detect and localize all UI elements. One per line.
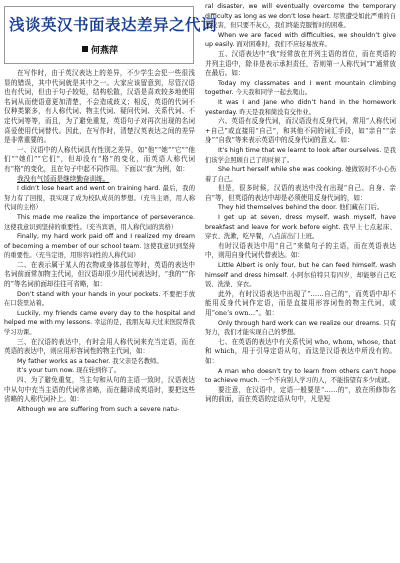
example: A man who doesn’t try to learn from others can’t hope to achieve much. 一个不向别人学习的人，不能指望有多少成就。	[205, 367, 396, 385]
example: She hurt herself while she was cooking. 她做饭时不小心伤着了自己。	[205, 166, 396, 183]
example: Today my classmates and I went mountain climbing together. 今天我和同学一起去爬山。	[205, 79, 396, 97]
paragraph: 二、在表示属于某人的衣物或身体部位等时，英语的表达中名词前面常加物主代词，但汉语却很少用代词表达时，“我的”“你的”等名词前面却往往可省略，如：	[4, 260, 195, 289]
paragraph: 一、汉语中的人称代词具有性别之差异，如“他”“她”“它”“他们”“她们”“它们”，但却没有“格”的变化，而英语人称代词有“格”的变化，且在句子中起不同作用。下面以“我”为例，如：	[4, 145, 195, 173]
example: It was I and Jane who didn’t hand in the homework yesterday. 昨天是我和简没有交作业。	[205, 98, 396, 116]
example: When we are faced with difficulties, we shouldn’t give up easily. 面对困难时，我们不应轻易放弃。	[205, 31, 396, 49]
right-column	[205, 2, 396, 561]
article-title: 浅谈英汉书面表达差异之代词	[9, 15, 218, 34]
author-name: 何燕萍	[90, 46, 118, 56]
example: Only through hard work can we realize our dreams. 只有努力，我们才能实现自己的梦想。	[205, 319, 396, 337]
example: This made me realize the importance of perseverance. 这使我意识到坚持的重要性。（充当宾语，用人称代词的宾格）	[4, 213, 195, 231]
paragraph: 四、为了避免重复，当主句和从句的主语一致时，汉语表达中从句中充当主语的代词常省略，而在翻译成英语时，要把这些省略的人称代词补上。如：	[4, 376, 195, 404]
example: I get up at seven, dress myself, wash myself, have breakfast and leave for work before eight. 我早上七点起床、穿衣、洗漱，吃早餐，八点前出门上班。	[205, 214, 396, 241]
example: It’s high time that we learnt to look after ourselves. 是我们该学会照顾自己了的时候了。	[205, 146, 396, 164]
example: They hid themselves behind the door. 他们藏在门后。	[218, 204, 384, 212]
paragraph: 三、在汉语的表达中，有时会用人称代词来充当定语，而在英语的表达中，则应用形容词性的物主代词，如：	[4, 337, 195, 356]
paragraph: 此外，有时汉语表达中出现了“……自己的”，而英语中却不能用反身代词作定语，而是直接用形容词性的物主代词，或用“one’s own…”。如：	[205, 289, 396, 317]
square-bullet-icon	[82, 46, 88, 52]
example: I didn’t lose heart and went on training hard. 最后，我的努力有了回报，我实现了成为校队成员的梦想。（充当主语，用人称代词的主格）	[4, 185, 195, 212]
paragraph: 六、英语有反身代词，而汉语没有反身代词，常用“人称代词+自己”或直接用“自己”，和其他不同的词汇手段，如“亲自”“亲身”“自我”等来表示英语中的反身代词的意义。如：	[205, 117, 396, 145]
example: Little Albert is only four, but he can feed himself, wash himself and dress himself. 小阿尔伯特只有四岁，却能够自己吃饭、洗澡、穿衣。	[205, 262, 396, 289]
example: Although we are suffering from such a severe natu-	[17, 405, 180, 413]
example: Luckily, my friends came every day to the hospital and helped me with my lessons. 幸运的是，我朋友每天过来医院帮我学习功课。	[4, 309, 195, 337]
example: ral disaster, we will eventually overcome the temporary difficulty as long as we don’t lose heart. 尽管遭受如此严重的自然灾害，但只要不灰心，我们终能克服暂时的困难。	[205, 3, 396, 30]
example: My father works as a teacher. 我父亲是名教师。	[17, 357, 163, 365]
paragraph: 七、在英语的表达中有关系代词 who, whom, whose, that 和 which，用于引导定语从句，而这是汉语表达中所没有的。如：	[205, 337, 396, 365]
title-box	[4, 6, 218, 64]
paragraph: 有时汉语表达中用“自己”来做句子的主语，而在英语表达中，则用自身代词代替表达。如：	[205, 241, 396, 260]
paragraph: 但是，很多时候，汉语的表达中没有出现“自己、自身、亲自”等，但英语的表达中却是必须使用反身代词的，如：	[205, 184, 396, 202]
example: It’s your turn now. 现在轮到你了。	[17, 367, 121, 375]
paragraph: 要注意，在汉语中，定语一般要是“……的”，放在所修饰名词的前面，而在英语的定语从句中，凡是短	[205, 385, 396, 404]
example: Finally, my hard work paid off and I realized my dream of becoming a member of our school team. 这使我意识到坚持的重要性。（充当定语，用形容词性的人称代词）	[4, 233, 195, 260]
example: Don’t stand with your hands in your pockets. 不要把手放在口袋里站着。	[4, 290, 195, 308]
left-column	[4, 69, 195, 561]
paragraph: 在写作时，由于英汉表达上的差异，不少学生会犯一些很浅显的错误，其中代词就是其中之一。大家应该留意到，尽管汉语也有代词，但由于句子较短，结构松散，汉语是喜欢较多地使用名词从而使语意更加清楚，不会造成歧义；相反，英语的代词不仅种类繁多，有人称代词、物主代词、疑问代词、关系代词、不定代词等等，而且，为了避免重复，英语句子对再次出现的名词喜爱使用代词替代。因此，在写作时，清楚汉英表达之间的差异是非常重要的。	[4, 69, 195, 145]
author-line	[5, 43, 195, 56]
example-cn: 我没有气馁而是继续勤奋训练。	[17, 174, 110, 183]
paragraph: 五、汉语表达中“我”经常放在并列主语的首位，而在英语的并列主语中，除非是表示承担责任，否则第一人称代词“I”通常放在最后。如：	[205, 49, 396, 78]
